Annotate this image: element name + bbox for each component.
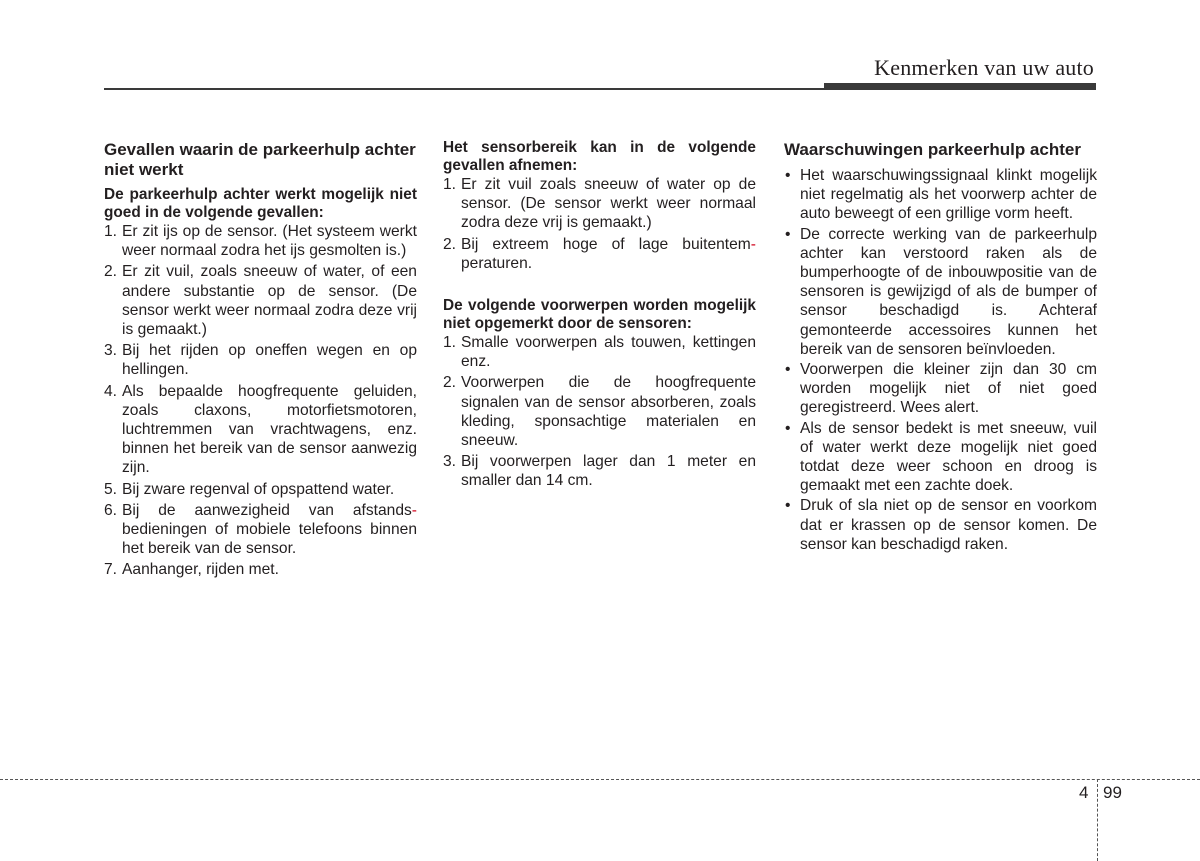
- list-item: 1. Er zit ijs op de sensor. (Het systeem werkt weer normaal zodra het ijs gesmolten is.): [104, 223, 417, 260]
- section-heading-warnings: Waarschuwingen parkeerhulp achter: [784, 140, 1081, 159]
- list-item: 2. Bij extreem hoge of lage buitentem- peraturen.: [443, 235, 756, 272]
- list-not-working: [104, 222, 417, 580]
- subheading-range-reduced: Het sensorbereik kan in de volgende gevallen afnemen:: [443, 139, 756, 174]
- list-item: • Voorwerpen die kleiner zijn dan 30 cm worden mogelijk niet of niet goed geregistreerd. Wees alert.: [785, 361, 1097, 417]
- list-not-detected: [443, 333, 756, 491]
- column-right: [784, 138, 1097, 555]
- footer-dashed-rule: [0, 779, 1200, 780]
- hyphen-mark: -: [411, 501, 417, 519]
- subheading-conditions: De parkeerhulp achter werkt mogelijk niet goed in de volgende gevallen:: [104, 186, 417, 221]
- list-item: 1. Smalle voorwerpen als touwen, kettingen enz.: [443, 334, 756, 371]
- list-item: 6. Bij de aanwezigheid van afstands- bedieningen of mobiele telefoons binnen het bereik van de sensor.: [104, 501, 417, 558]
- bullet-icon: •: [785, 419, 791, 437]
- list-item: 2. Voorwerpen die de hoogfrequente signalen van de sensor absorberen, zoals kleding, sponsachtige materialen en sneeuw.: [443, 374, 756, 450]
- list-item: 3. Bij het rijden op oneffen wegen en op hellingen.: [104, 342, 417, 379]
- list-item: 3. Bij voorwerpen lager dan 1 meter en smaller dan 14 cm.: [443, 453, 756, 490]
- list-range-reduced: [443, 175, 756, 273]
- list-item: 7. Aanhanger, rijden met.: [104, 561, 279, 579]
- list-item: 5. Bij zware regenval of opspattend water.: [104, 480, 395, 498]
- list-item: 2. Er zit vuil, zoals sneeuw of water, of een andere substantie op de sensor. (De sensor werkt weer normaal zodra deze vrij is gemaakt.): [104, 263, 417, 339]
- bullet-icon: •: [785, 167, 791, 184]
- chapter-number: 4: [1079, 783, 1089, 802]
- list-item: • Als de sensor bedekt is met sneeuw, vuil of water werkt deze mogelijk niet goed totdat deze weer schoon en droog is gemaakt met een zachte doek.: [785, 419, 1097, 495]
- page-header-title: Kenmerken van uw auto: [874, 55, 1094, 80]
- bullet-icon: •: [785, 361, 791, 379]
- list-item: • Het waarschuwingssignaal klinkt mogelijk niet regelmatig als het voorwerp achter de auto beweegt of een grillige vorm heeft.: [785, 167, 1097, 223]
- subheading-not-detected: De volgende voorwerpen worden mogelijk niet opgemerkt door de sensoren:: [443, 297, 756, 333]
- list-warnings: [784, 166, 1097, 554]
- section-heading-not-working: Gevallen waarin de parkeerhulp achter niet werkt: [104, 140, 416, 179]
- list-item: 4. Als bepaalde hoogfrequente geluiden, zoals claxons, motorfietsmotoren, luchtremmen van vrachtwagens, enz. binnen het bereik van de sensor aanwezig zijn.: [104, 382, 417, 477]
- bullet-icon: •: [785, 225, 791, 243]
- list-item: • Druk of sla niet op de sensor en voorkom dat er krassen op de sensor komen. De sensor kan beschadigd raken.: [785, 497, 1097, 553]
- bullet-icon: •: [785, 497, 791, 515]
- column-middle: [443, 139, 756, 493]
- page-number: 99: [1103, 783, 1122, 802]
- list-item: 1. Er zit vuil zoals sneeuw of water op de sensor. (De sensor werkt weer normaal zodra deze vrij is gemaakt.): [443, 176, 756, 232]
- hyphen-mark: -: [750, 235, 756, 253]
- list-item: • De correcte werking van de parkeerhulp achter kan verstoord raken als de bumperhoogte of de inbouwpositie van de sensoren is gewijzigd of als de bumper of sensor beschadigd is. Achteraf gemonteerde accessoires kunnen het bereik van de sensoren beïnvloeden.: [785, 225, 1097, 358]
- header-thick-rule: [824, 83, 1096, 90]
- footer-dashed-divider: [1097, 779, 1098, 861]
- column-left: [104, 138, 417, 582]
